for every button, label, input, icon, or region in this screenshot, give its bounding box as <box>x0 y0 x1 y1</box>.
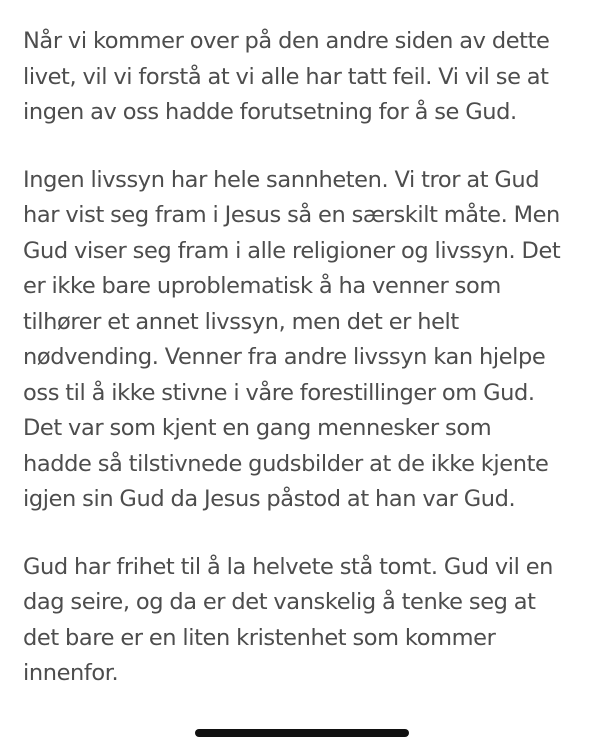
text-line: Gud har frihet til å la helvete stå tomt. Gud vil en <box>23 553 554 580</box>
text-line: oss til å ikke stivne i våre forestillinger om Gud. <box>23 379 535 406</box>
text-line: ingen av oss hadde forutsetning for å se Gud. <box>23 99 517 125</box>
text-line: har vist seg fram i Jesus så en særskilt måte. Men <box>23 202 560 228</box>
text-line: igjen sin Gud da Jesus påstod at han var Gud. <box>23 486 516 512</box>
paragraph-2 <box>23 163 593 518</box>
text-line: det bare er en liten kristenhet som kommer <box>23 624 496 651</box>
home-indicator[interactable] <box>195 729 409 737</box>
text-line: Gud viser seg fram i alle religioner og livssyn. Det <box>23 237 561 264</box>
text-line: Det var som kjent en gang mennesker som <box>23 415 492 441</box>
text-line: Ingen livssyn har hele sannheten. Vi tror at Gud <box>23 166 540 193</box>
text-line: tilhører et annet livssyn, men det er helt <box>23 308 459 335</box>
paragraph-1 <box>23 24 593 131</box>
article-body <box>23 24 593 724</box>
paragraph-3 <box>23 550 593 692</box>
text-line: Når vi kommer over på den andre siden av dette <box>23 28 550 54</box>
text-line: innenfor. <box>23 660 119 686</box>
text-line: hadde så tilstivnede gudsbilder at de ikke kjente <box>23 450 549 477</box>
text-line: livet, vil vi forstå at vi alle har tatt feil. Vi vil se at <box>23 63 549 90</box>
text-line: er ikke bare uproblematisk å ha venner som <box>23 273 501 299</box>
text-line: dag seire, og da er det vanskelig å tenke seg at <box>23 589 536 615</box>
text-line: nødvending. Venner fra andre livssyn kan hjelpe <box>23 344 546 370</box>
